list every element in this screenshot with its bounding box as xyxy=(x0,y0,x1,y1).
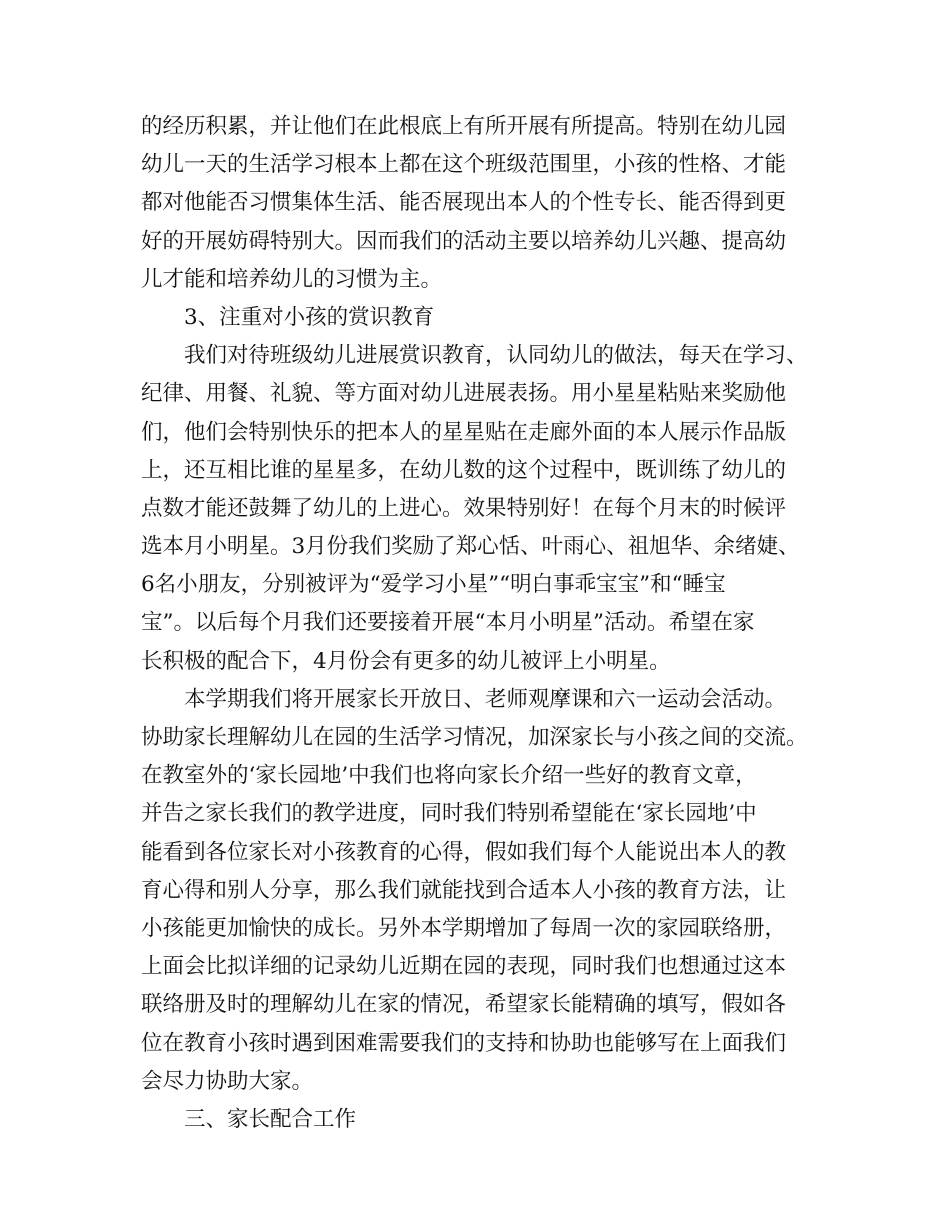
text-line: 幼儿一天的生活学习根本上都在这个班级范围里，小孩的性格、才能 xyxy=(141,152,787,178)
text-line: 能看到各位家长对小孩教育的心得，假如我们每个人能说出本人的教 xyxy=(141,839,787,865)
text-line: 宝”。以后每个月我们还要接着开展“本月小明星”活动。希望在家 xyxy=(141,610,755,636)
text-line: 育心得和别人分享，那么我们就能找到合适本人小孩的教育方法，让 xyxy=(141,877,787,903)
text-line: 都对他能否习惯集体生活、能否展现出本人的个性专长、能否得到更 xyxy=(141,190,787,216)
text-line: 我们对待班级幼儿进展赏识教育，认同幼儿的做法，每天在学习、 xyxy=(184,343,808,369)
text-line: 本学期我们将开展家长开放日、老师观摩课和六一运动会活动。 xyxy=(184,686,787,712)
text-line: 的经历积累，并让他们在此根底上有所开展有所提高。特别在幼儿园 xyxy=(141,114,787,139)
text-line: 会尽力协助大家。 xyxy=(141,1068,314,1094)
text-line: 选本月小明星。3月份我们奖励了郑心恬、叶雨心、祖旭华、余绪婕、 xyxy=(141,534,800,560)
text-line: 3、注重对小孩的赏识教育 xyxy=(184,304,435,330)
text-line: 并告之家长我们的教学进度，同时我们特别希望能在‘家长园地’中 xyxy=(141,801,757,827)
text-line: 们，他们会特别快乐的把本人的星星贴在走廊外面的本人展示作品版 xyxy=(141,419,787,445)
text-line: 长积极的配合下，4月份会有更多的幼儿被评上小明星。 xyxy=(141,648,671,674)
text-line: 好的开展妨碍特别大。因而我们的活动主要以培养幼儿兴趣、提高幼 xyxy=(141,228,787,254)
text-line: 联络册及时的理解幼儿在家的情况，希望家长能精确的填写，假如各 xyxy=(141,992,787,1018)
document-body xyxy=(141,108,821,1139)
text-line: 上，还互相比谁的星星多，在幼儿数的这个过程中，既训练了幼儿的 xyxy=(141,457,787,483)
text-line: 上面会比拟详细的记录幼儿近期在园的表现，同时我们也想通过这本 xyxy=(141,954,787,980)
text-line: 协助家长理解幼儿在园的生活学习情况，加深家长与小孩之间的交流。 xyxy=(141,725,808,750)
text-line: 点数才能还鼓舞了幼儿的上进心。效果特别好！在每个月末的时候评 xyxy=(141,495,787,521)
text-line: 小孩能更加愉快的成长。另外本学期增加了每周一次的家园联络册， xyxy=(141,915,787,941)
text-line: 在教室外的‘家长园地’中我们也将向家长介绍一些好的教育文章， xyxy=(141,763,757,789)
text-line: 三、家长配合工作 xyxy=(184,1106,357,1132)
text-line: 位在教育小孩时遇到困难需要我们的支持和协助也能够写在上面我们 xyxy=(141,1030,787,1056)
text-line: 6名小朋友，分别被评为“爱学习小星”“明白事乖宝宝”和“睡宝 xyxy=(141,572,726,598)
text-line: 纪律、用餐、礼貌、等方面对幼儿进展表扬。用小星星粘贴来奖励他 xyxy=(141,381,787,407)
text-line: 儿才能和培养幼儿的习惯为主。 xyxy=(141,266,443,292)
